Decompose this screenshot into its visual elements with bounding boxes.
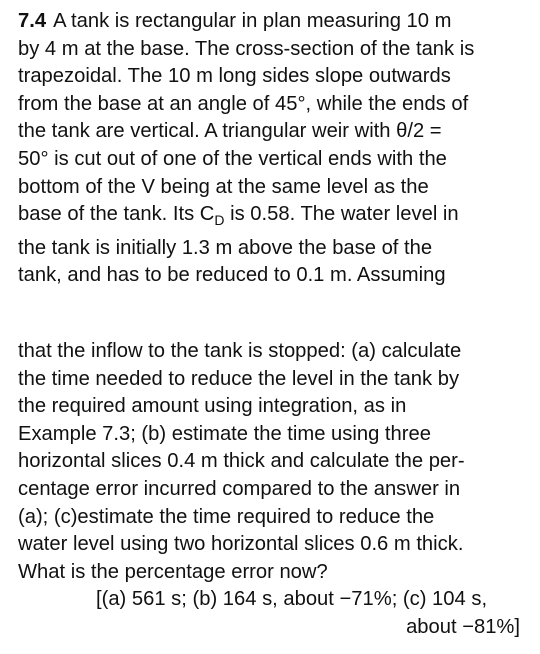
text-line: horizontal slices 0.4 m thick and calculate the per- xyxy=(18,450,465,473)
text-line: that the inflow to the tank is stopped: (a) calculate xyxy=(18,339,462,362)
text-line: from the base at an angle of 45°, while the ends of xyxy=(18,92,469,115)
answer-line-2: about −81%] xyxy=(406,615,520,638)
text-line: the tank are vertical. A triangular weir with θ/2 = xyxy=(18,120,442,143)
text-line: 50° is cut out of one of the vertical ends with the xyxy=(18,147,447,170)
text-line: Example 7.3; (b) estimate the time using three xyxy=(18,422,431,445)
text-line: (a); (c)estimate the time required to reduce the xyxy=(18,505,435,528)
paragraph-gap xyxy=(18,290,528,338)
answer-line-1: [(a) 561 s; (b) 164 s, about −71%; (c) 104 s, xyxy=(96,588,488,611)
text-line-content: base of the tank. Its C xyxy=(18,203,215,226)
text-line: the time needed to reduce the level in the tank by xyxy=(18,367,460,390)
text-line: bottom of the V being at the same level as the xyxy=(18,175,429,198)
text-line: the required amount using integration, as in xyxy=(18,395,407,418)
text-line xyxy=(18,201,528,235)
problem-7-4 xyxy=(18,8,528,642)
text-line-content: A tank is rectangular in plan measuring 10 m xyxy=(53,10,452,32)
text-line: by 4 m at the base. The cross-section of the tank is xyxy=(18,37,475,60)
text-line: centage error incurred compared to the answer in xyxy=(18,477,461,500)
text-line: trapezoidal. The 10 m long sides slope outwards xyxy=(18,65,451,88)
subscript-d: D xyxy=(214,212,225,229)
problem-number: 7.4 xyxy=(18,10,47,32)
text-line: water level using two horizontal slices 0.6 m thick. xyxy=(18,533,464,556)
text-line xyxy=(18,8,528,36)
text-line: tank, and has to be reduced to 0.1 m. Assuming xyxy=(18,264,446,287)
text-line: What is the percentage error now? xyxy=(18,560,328,583)
text-line: the tank is initially 1.3 m above the base of the xyxy=(18,236,433,259)
text-line-content: is 0.58. The water level in xyxy=(230,203,459,226)
